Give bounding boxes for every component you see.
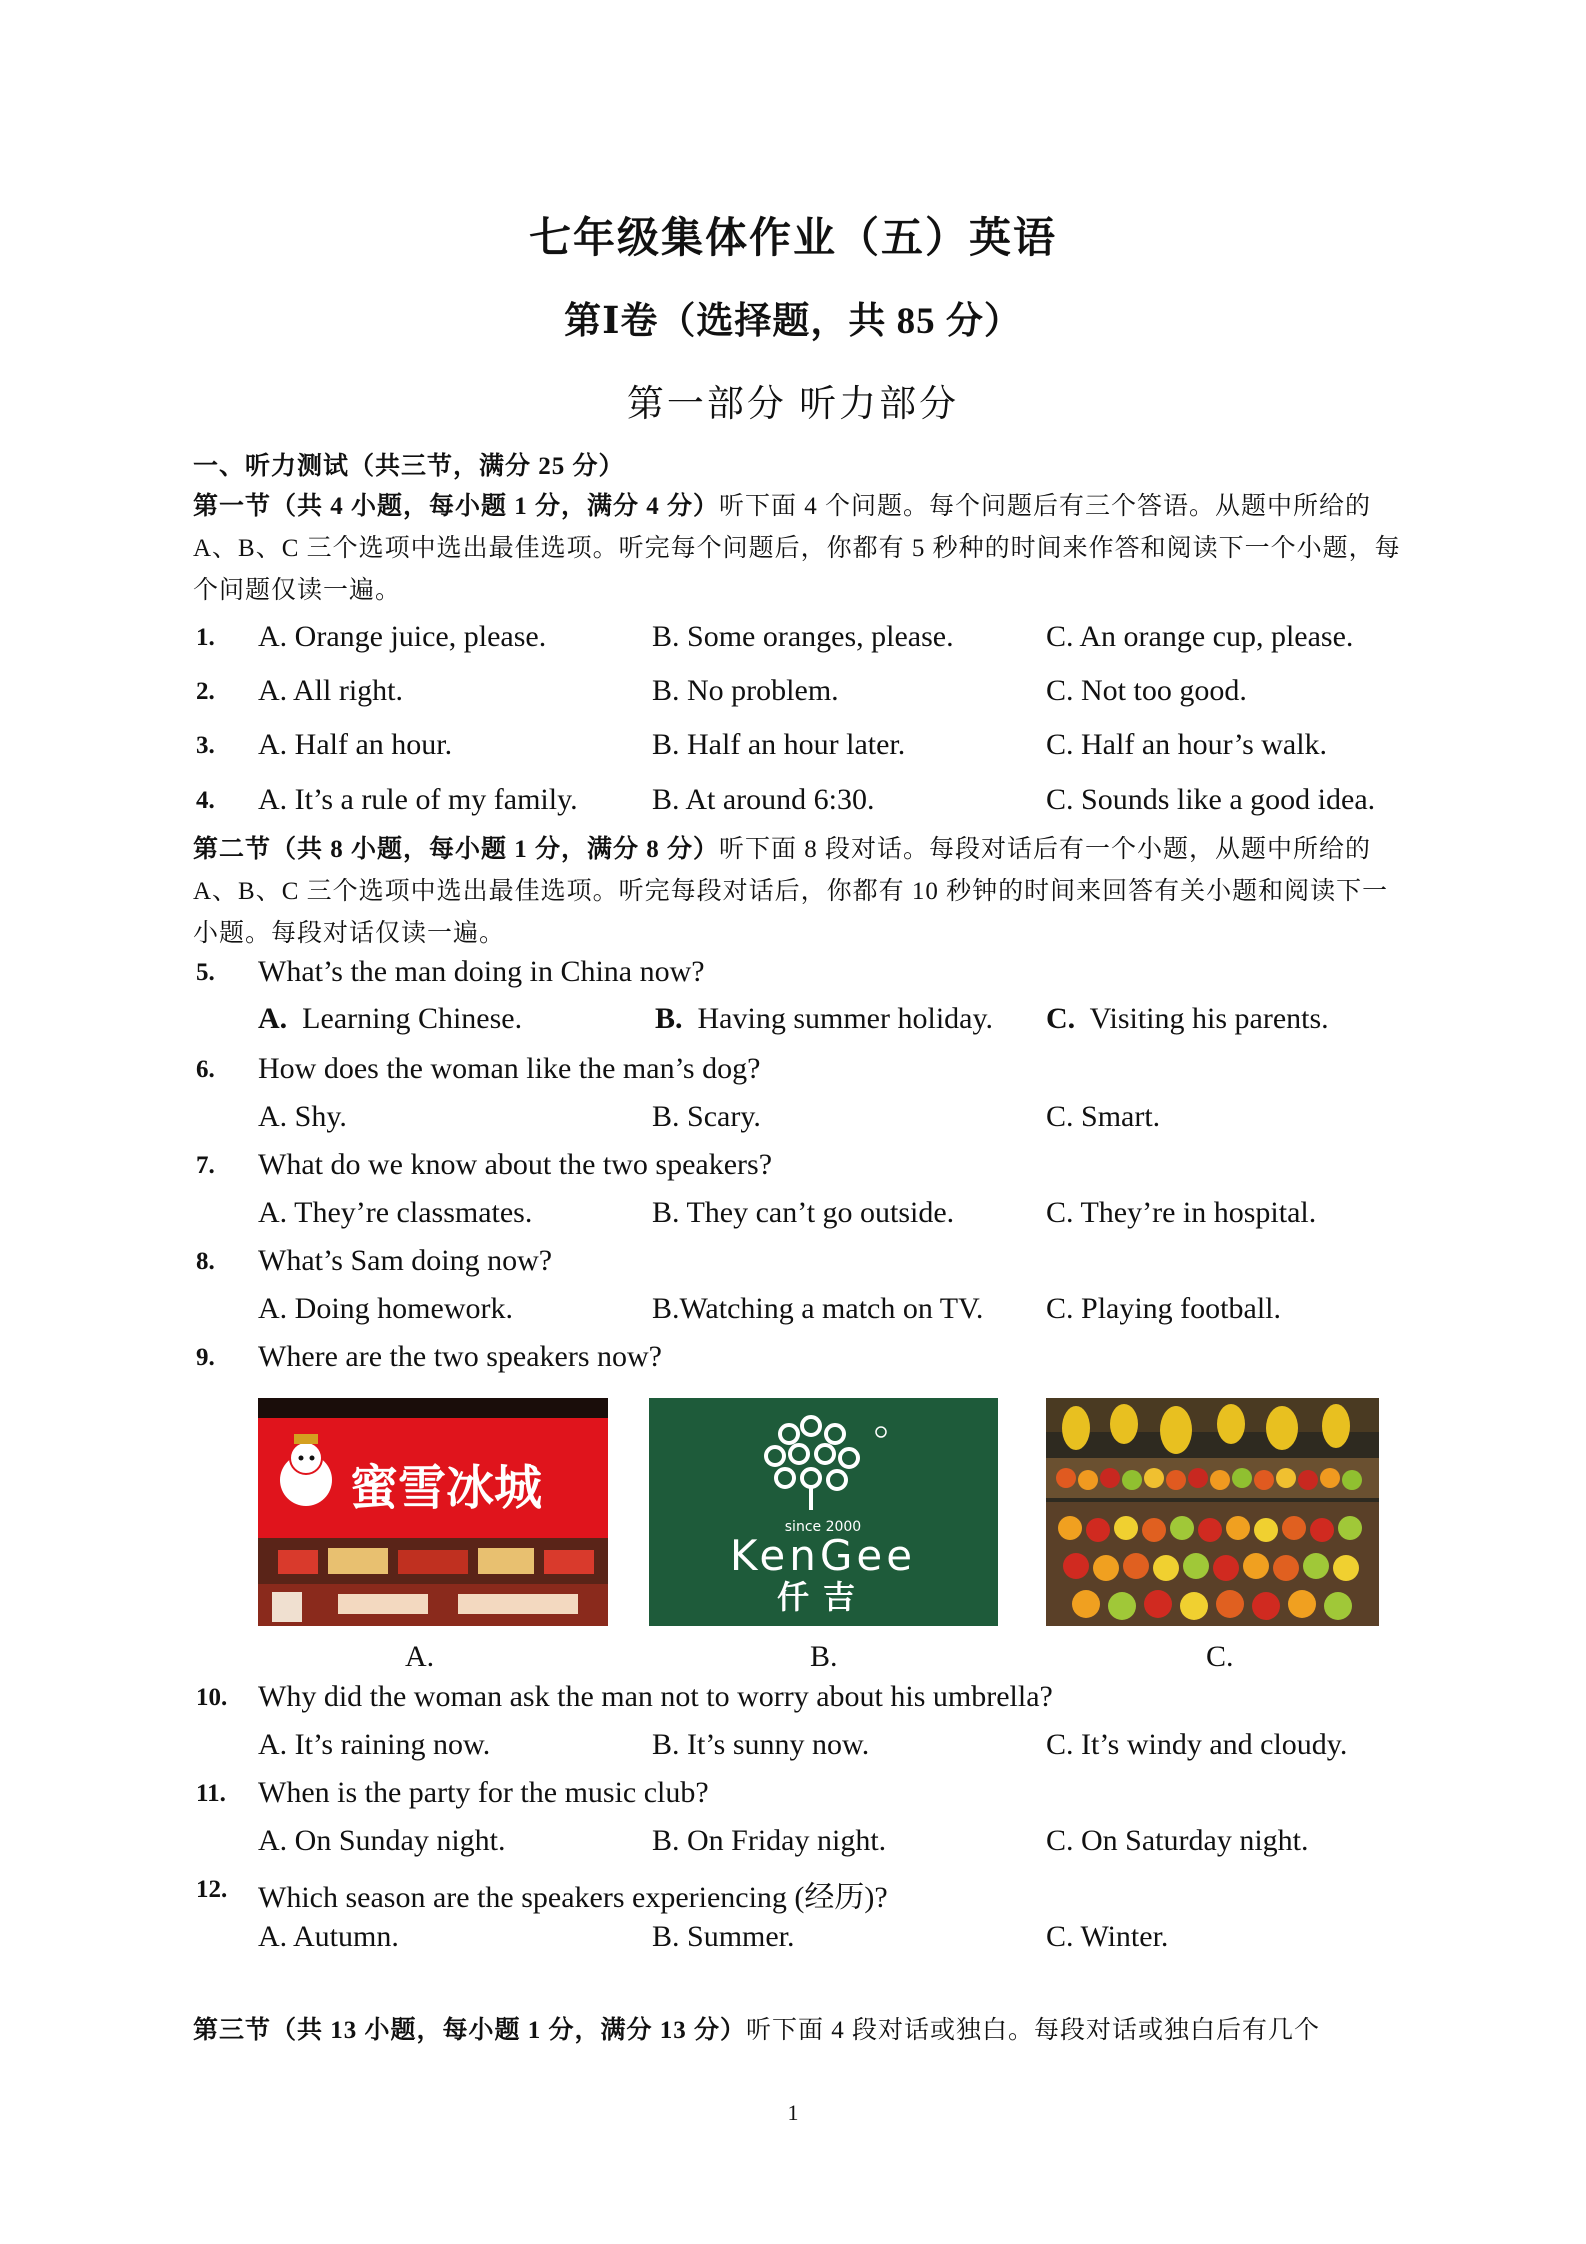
question-text: What’s Sam doing now?: [258, 1244, 553, 1277]
option-c: C. On Saturday night.: [1046, 1824, 1309, 1857]
question-12-options: [0, 1920, 1586, 1964]
option-a: A. Half an hour.: [258, 728, 453, 761]
option-a: A. They’re classmates.: [258, 1196, 533, 1229]
question-number: 5.: [196, 959, 215, 986]
option-a: A. Doing homework.: [258, 1292, 513, 1325]
question-text: How does the woman like the man’s dog?: [258, 1052, 761, 1085]
option-b: B. Having summer holiday.: [655, 1002, 994, 1035]
question-5-options: [0, 1002, 1586, 1046]
question-text: What’s the man doing in China now?: [258, 955, 705, 988]
option-c: C. Sounds like a good idea.: [1046, 783, 1376, 816]
question-11-options: [0, 1824, 1586, 1868]
picture-b-label: B.: [810, 1640, 838, 1673]
section1-instructions: [193, 486, 1408, 612]
option-a: A. It’s raining now.: [258, 1728, 491, 1761]
option-c: C. Half an hour’s walk.: [1046, 728, 1328, 761]
question-number: 12.: [196, 1876, 228, 1903]
section-heading: 一、听力测试（共三节，满分 25 分）: [193, 453, 625, 480]
section1-text: 听下面 4 个问题。每个问题后有三个答语。从题中所给的 A、B、C 三个选项中选出最佳选项。听完每个问题后，你都有 5 秒种的时间来作答和阅读下一个小题，每个问题仅读一遍。: [193, 493, 1401, 604]
question-number: 4.: [196, 787, 215, 814]
question-number: 10.: [196, 1684, 228, 1711]
question-text: What do we know about the two speakers?: [258, 1148, 773, 1181]
question-number: 11.: [196, 1780, 226, 1807]
option-b: B. At around 6:30.: [652, 783, 875, 816]
picture-a-label: A.: [405, 1640, 435, 1673]
question-2: [0, 674, 1586, 718]
section1-label: 第一节（共 4 小题，每小题 1 分，满分 4 分）: [193, 493, 720, 520]
option-b: B. Scary.: [652, 1100, 761, 1133]
volume-title: 第Ⅰ卷（选择题，共 85 分）: [564, 301, 1022, 342]
option-a: A. It’s a rule of my family.: [258, 783, 578, 816]
question-number: 9.: [196, 1344, 215, 1371]
bakery-logo-image: [649, 1398, 998, 1626]
option-b: B. Half an hour later.: [652, 728, 906, 761]
option-a: A. Orange juice, please.: [258, 620, 547, 653]
logo-b-since: since 2000: [784, 1519, 862, 1535]
section3-instructions: [193, 2010, 1408, 2052]
option-b: B. Summer.: [652, 1920, 795, 1953]
question-text: Where are the two speakers now?: [258, 1340, 662, 1373]
question-3: [0, 728, 1586, 772]
section2-instructions: [193, 829, 1408, 955]
logo-b-english: KenGee: [729, 1531, 917, 1580]
question-8-options: [0, 1292, 1586, 1336]
question-12: [0, 1872, 1586, 1916]
section3-label: 第三节（共 13 小题，每小题 1 分，满分 13 分）: [193, 2017, 747, 2044]
option-b: B. They can’t go outside.: [652, 1196, 955, 1229]
option-c: C. An orange cup, please.: [1046, 620, 1354, 653]
question-7: [0, 1148, 1586, 1192]
picture-b-bakery: [649, 1398, 998, 1626]
option-b: B. Some oranges, please.: [652, 620, 954, 653]
question-text: Why did the woman ask the man not to worry about his umbrella?: [258, 1680, 1053, 1713]
question-5: [0, 955, 1586, 999]
option-a: A. Learning Chinese.: [258, 1002, 523, 1035]
option-c: C. It’s windy and cloudy.: [1046, 1728, 1348, 1761]
question-7-options: [0, 1196, 1586, 1240]
question-number: 1.: [196, 624, 215, 651]
question-9: [0, 1340, 1586, 1384]
section2-text: 听下面 8 段对话。每段对话后有一个小题，从题中所给的 A、B、C 三个选项中选出最佳选项。听完每段对话后，你都有 10 秒钟的时间来回答有关小题和阅读下一小题。每段对话仅读一遍。: [193, 836, 1389, 947]
option-c: C. Winter.: [1046, 1920, 1169, 1953]
option-c: C. Visiting his parents.: [1046, 1002, 1329, 1035]
question-10-options: [0, 1728, 1586, 1772]
question-6-options: [0, 1100, 1586, 1144]
question-number: 2.: [196, 678, 215, 705]
option-c: C. They’re in hospital.: [1046, 1196, 1317, 1229]
question-10: [0, 1680, 1586, 1724]
question-4: [0, 783, 1586, 827]
fruit-shop-image: [1046, 1398, 1379, 1626]
part-title: 第一部分 听力部分: [626, 384, 960, 425]
question-11: [0, 1776, 1586, 1820]
logo-a-text: 蜜雪冰城: [350, 1460, 543, 1516]
section3-text: 听下面 4 段对话或独白。每段对话或独白后有几个: [746, 2017, 1321, 2044]
page-title: 七年级集体作业（五）英语: [528, 216, 1057, 262]
question-8: [0, 1244, 1586, 1288]
option-c: C. Playing football.: [1046, 1292, 1281, 1325]
logo-b-chinese: 仟吉: [776, 1578, 870, 1616]
page-number: 1: [787, 2100, 799, 2125]
picture-c-label: C.: [1206, 1640, 1234, 1673]
option-a: A. All right.: [258, 674, 404, 707]
option-b: B.Watching a match on TV.: [652, 1292, 984, 1325]
question-1: [0, 620, 1586, 664]
picture-a-ice-cream-shop: [258, 1398, 608, 1626]
question-number: 6.: [196, 1056, 215, 1083]
question-text: When is the party for the music club?: [258, 1776, 709, 1809]
question-number: 8.: [196, 1248, 215, 1275]
section2-label: 第二节（共 8 小题，每小题 1 分，满分 8 分）: [193, 836, 720, 863]
option-b: B. On Friday night.: [652, 1824, 887, 1857]
option-b: B. No problem.: [652, 674, 839, 707]
ice-cream-shop-image: [258, 1398, 608, 1626]
option-a: A. Autumn.: [258, 1920, 399, 1953]
question-number: 7.: [196, 1152, 215, 1179]
option-b: B. It’s sunny now.: [652, 1728, 870, 1761]
question-text: Which season are the speakers experiencing (经历)?: [258, 1881, 888, 1914]
question-6: [0, 1052, 1586, 1096]
option-c: C. Smart.: [1046, 1100, 1161, 1133]
question-number: 3.: [196, 732, 215, 759]
option-a: A. Shy.: [258, 1100, 347, 1133]
picture-c-fruit-shop: [1046, 1398, 1379, 1626]
option-c: C. Not too good.: [1046, 674, 1247, 707]
option-a: A. On Sunday night.: [258, 1824, 506, 1857]
